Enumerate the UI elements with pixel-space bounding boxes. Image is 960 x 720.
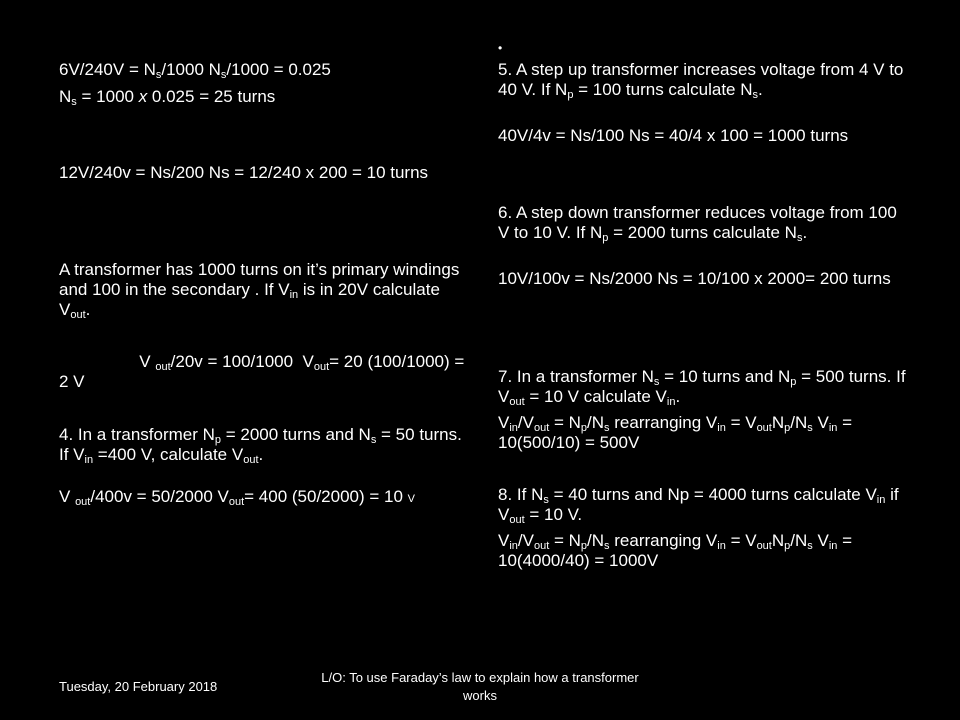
text-run: = 500 turns. If V — [498, 367, 906, 406]
text-run: rearranging V — [609, 413, 718, 432]
answer-ns-25-turns — [59, 87, 469, 107]
subscript: in — [666, 396, 676, 408]
subscript: out — [228, 496, 245, 508]
subscript: s — [71, 96, 77, 108]
subscript: in — [509, 422, 518, 434]
text-run: . — [258, 445, 264, 464]
text-run: V — [498, 413, 510, 432]
answer-ns-1000-primary — [59, 60, 469, 80]
text-run: 4. In a transformer N — [59, 425, 215, 444]
subscript: p — [784, 540, 791, 552]
subscript: in — [828, 540, 838, 552]
text-run: if V — [498, 485, 899, 524]
text-run: /V — [517, 413, 534, 432]
text-run: N — [771, 413, 785, 432]
text-run: = 10(500/10) = 500V — [498, 413, 853, 452]
footer-date: Tuesday, 20 February 2018 — [59, 679, 218, 694]
small-text: V — [407, 493, 416, 505]
subscript: s — [220, 69, 227, 81]
answer-5: 40V/4v = Ns/100 Ns = 40/4 x 100 = 1000 turns — [498, 126, 849, 145]
subscript: s — [796, 232, 803, 244]
question-6 — [498, 203, 908, 243]
text-run: rearranging V — [609, 531, 718, 550]
subscript: out — [509, 514, 525, 526]
text-run: =400 V, calculate V — [93, 445, 244, 464]
text-run: = 100 turns calculate N — [573, 80, 753, 99]
subscript: in — [828, 422, 838, 434]
subscript: s — [155, 69, 162, 81]
subscript: in — [717, 540, 726, 552]
text-run: /1000 = 0.025 — [226, 60, 331, 79]
subscript: s — [653, 376, 660, 388]
text-run: = 400 (50/2000) = 10 — [244, 487, 408, 506]
subscript: p — [214, 434, 222, 446]
subscript: s — [370, 434, 377, 446]
subscript: out — [155, 361, 171, 373]
text-run: = 2000 turns calculate N — [608, 223, 797, 242]
question-vout-transformer — [59, 260, 469, 320]
subscript: out — [533, 422, 550, 434]
subscript: p — [602, 232, 609, 244]
subscript: in — [289, 289, 299, 301]
text-run: V — [498, 531, 510, 550]
text-run: = V — [725, 413, 757, 432]
text-run: = 10 V. — [524, 505, 583, 524]
subscript: out — [756, 422, 772, 434]
answer-vout-2v — [59, 352, 469, 392]
subscript: s — [543, 494, 549, 506]
subscript: out — [313, 361, 330, 373]
text-run: = V — [725, 531, 757, 550]
text-run: N — [771, 531, 785, 550]
text-run: 5. A step up transformer increases voltage from 4 V to 40 V. If N — [498, 60, 904, 99]
text-run: /V — [517, 531, 534, 550]
text-run: V — [812, 413, 829, 432]
text-run: 6V/240V = N — [59, 60, 156, 79]
text-run: = 40 turns and Np = 4000 turns calculate V — [548, 485, 877, 504]
text-run: 0.025 = 25 turns — [147, 87, 276, 106]
question-5 — [498, 60, 908, 100]
text-run: A transformer has 1000 turns on it’s primary windings and 100 in the secondary . If V — [59, 260, 460, 299]
subscript: s — [807, 422, 813, 434]
subscript: in — [84, 454, 94, 466]
text-run: /N — [790, 413, 808, 432]
answer-8 — [498, 531, 908, 571]
text-run: V — [59, 352, 156, 371]
question-4 — [59, 425, 469, 465]
text-run: /N — [587, 531, 605, 550]
bullet: • — [498, 41, 503, 55]
answer-7 — [498, 413, 908, 453]
text-run: /20v = 100/1000 V — [170, 352, 314, 371]
subscript: p — [790, 376, 797, 388]
subscript: s — [807, 540, 813, 552]
answer-4 — [59, 487, 469, 509]
text-run: /N — [790, 531, 808, 550]
subscript: in — [717, 422, 726, 434]
text-run: V — [812, 531, 829, 550]
text-run: = N — [549, 413, 581, 432]
text-run: = 1000 — [76, 87, 139, 106]
text-run: . — [758, 80, 763, 99]
text-run: = 10 turns and N — [659, 367, 791, 386]
text-run: = 20 (100/1000) = 2 V — [59, 352, 470, 391]
answer-ns-10-turns: 12V/240v = Ns/200 Ns = 12/240 x 200 = 10 turns — [59, 163, 429, 182]
text-run: /N — [587, 413, 605, 432]
subscript: s — [604, 422, 610, 434]
text-run: 6. A step down transformer reduces voltage from 100 V to 10 V. If N — [498, 203, 897, 242]
text-run: . — [675, 387, 681, 406]
answer-6: 10V/100v = Ns/2000 Ns = 10/100 x 2000= 200 turns — [498, 269, 891, 288]
question-8 — [498, 485, 908, 525]
text-run: . — [85, 300, 91, 319]
text-run: 8. If N — [498, 485, 544, 504]
text-run: /1000 N — [161, 60, 221, 79]
text-run: 7. In a transformer N — [498, 367, 654, 386]
text-run: = 2000 turns and N — [221, 425, 371, 444]
subscript: in — [876, 494, 886, 506]
subscript: out — [243, 454, 259, 466]
text-run: is in 20V calculate V — [59, 280, 440, 319]
subscript: out — [756, 540, 772, 552]
subscript: p — [567, 89, 574, 101]
text-run: N — [59, 87, 72, 106]
subscript: p — [580, 540, 588, 552]
subscript: s — [752, 89, 759, 101]
text-run: /400v = 50/2000 V — [90, 487, 229, 506]
question-7 — [498, 367, 908, 407]
subscript: out — [75, 496, 91, 508]
subscript: in — [509, 540, 518, 552]
subscript: out — [70, 309, 86, 321]
italic-text: x — [138, 87, 148, 106]
footer-learning-objective: L/O: To use Faraday’s law to explain how a transformer works — [321, 670, 639, 703]
subscript: s — [604, 540, 610, 552]
text-run: = 10(4000/40) = 1000V — [498, 531, 853, 570]
subscript: out — [509, 396, 525, 408]
subscript: p — [580, 422, 588, 434]
text-run: V — [59, 487, 76, 506]
text-run: = N — [549, 531, 581, 550]
text-run: = 50 turns. If V — [59, 425, 462, 464]
subscript: p — [784, 422, 791, 434]
text-run: = 10 V calculate V — [524, 387, 667, 406]
text-run: . — [802, 223, 808, 242]
subscript: out — [533, 540, 550, 552]
